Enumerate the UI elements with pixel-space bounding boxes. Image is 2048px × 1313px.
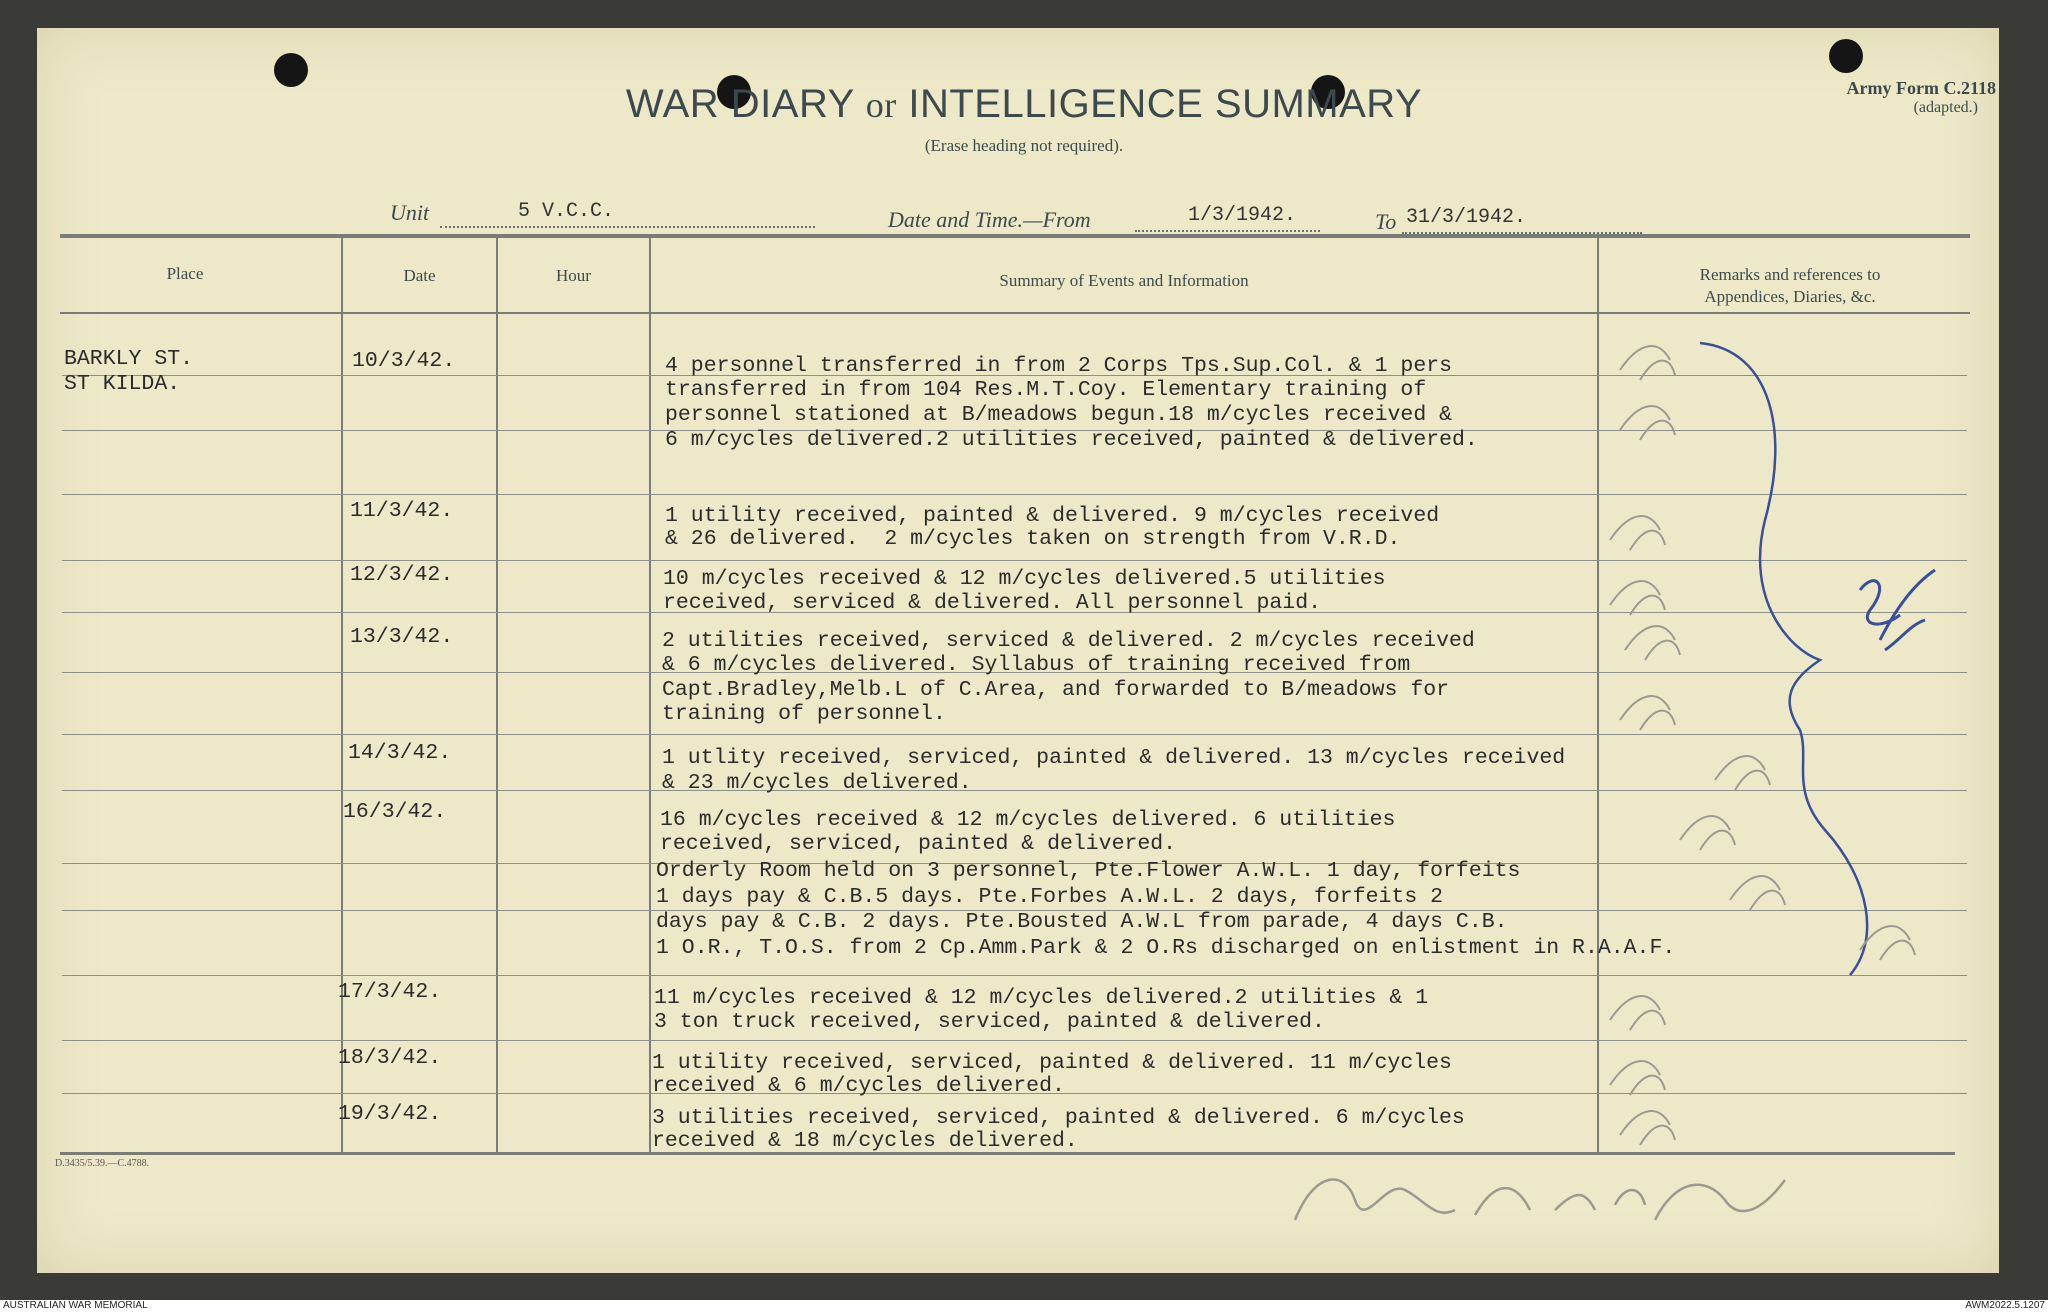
entry-date: 18/3/42.	[338, 1046, 442, 1070]
pencil-signature	[1285, 1160, 1825, 1240]
entry-date: 17/3/42.	[338, 980, 442, 1004]
header-date: Date	[403, 266, 436, 285]
form-subtitle: (Erase heading not required).	[924, 136, 1124, 155]
entry-date: 10/3/42.	[352, 349, 456, 373]
unit-value: 5 V.C.C.	[518, 200, 615, 223]
title-intelligence-summary: INTELLIGENCE SUMMARY	[908, 82, 1423, 126]
entry-date: 19/3/42.	[338, 1102, 442, 1126]
entry-line: received & 18 m/cycles delivered.	[652, 1129, 1078, 1153]
to-label: To	[1375, 209, 1397, 234]
unit-label: Unit	[390, 200, 430, 225]
header-place: Place	[166, 264, 204, 283]
header-remarks-line1: Remarks and references to	[1699, 265, 1881, 284]
entry-date: 16/3/42.	[343, 800, 447, 824]
entry-date: 13/3/42.	[350, 625, 454, 649]
entry-line: received, serviced, painted & delivered.	[660, 832, 1177, 856]
entry-date: 14/3/42.	[348, 741, 452, 765]
entry-line: & 26 delivered. 2 m/cycles taken on strength from V.R.D.	[665, 527, 1401, 551]
army-form-label: Army Form C.2118	[1846, 78, 1996, 98]
entry-line: 1 utility received, serviced, painted & delivered. 11 m/cycles	[652, 1051, 1452, 1075]
date-label: Date and Time.—From	[888, 207, 1091, 232]
title-or: or	[865, 85, 897, 125]
date-to-value: 31/3/1942.	[1406, 206, 1527, 229]
entry-line: 4 personnel transferred in from 2 Corps Tps.Sup.Col. & 1 pers	[665, 354, 1453, 378]
title-war-diary: WAR DIARY	[625, 82, 855, 126]
entry-date: 12/3/42.	[350, 563, 454, 587]
header-hour: Hour	[556, 266, 591, 285]
army-form-sub: (adapted.)	[1913, 99, 1978, 116]
entry-line: 1 utlity received, serviced, painted & delivered. 13 m/cycles received	[662, 746, 1566, 770]
header-remarks-line2: Appendices, Diaries, &c.	[1704, 287, 1876, 306]
place-line-2: ST KILDA.	[64, 372, 181, 396]
archive-caption-left: AUSTRALIAN WAR MEMORIAL	[3, 1300, 148, 1311]
entry-line: received, serviced & delivered. All personnel paid.	[663, 591, 1322, 615]
entry-line: 11 m/cycles received & 12 m/cycles delivered.2 utilities & 1	[654, 986, 1429, 1010]
archive-caption-right: AWM2022.5.1207	[1965, 1300, 2045, 1311]
entry-line: 6 m/cycles delivered.2 utilities received, painted & delivered.	[665, 428, 1478, 452]
entry-line: transferred in from 104 Res.M.T.Coy. Elementary training of	[665, 378, 1427, 402]
entry-line: Capt.Bradley,Melb.L of C.Area, and forwarded to B/meadows for	[662, 678, 1450, 702]
place-line-1: BARKLY ST.	[64, 347, 194, 371]
entry-line: received & 6 m/cycles delivered.	[652, 1074, 1065, 1098]
entry-line: Orderly Room held on 3 personnel, Pte.Flower A.W.L. 1 day, forfeits	[656, 859, 1521, 883]
header-summary: Summary of Events and Information	[999, 271, 1249, 290]
entry-line: 16 m/cycles received & 12 m/cycles delivered. 6 utilities	[660, 808, 1396, 832]
entry-date: 11/3/42.	[350, 499, 454, 523]
entry-line: training of personnel.	[662, 702, 946, 726]
form-footnote: D.3435/5.39.—C.4788.	[55, 1158, 150, 1169]
entry-line: 1 utility received, painted & delivered. 9 m/cycles received	[665, 504, 1440, 528]
date-from-value: 1/3/1942.	[1188, 204, 1297, 227]
entry-line: & 6 m/cycles delivered. Syllabus of training received from	[662, 653, 1411, 677]
entry-line: 1 O.R., T.O.S. from 2 Cp.Amm.Park & 2 O.Rs discharged on enlistment in R.A.A.F.	[656, 936, 1676, 960]
entry-line: 3 ton truck received, serviced, painted & delivered.	[654, 1010, 1325, 1034]
entry-line: 2 utilities received, serviced & delivered. 2 m/cycles received	[662, 629, 1475, 653]
entry-line: 10 m/cycles received & 12 m/cycles delivered.5 utilities	[663, 567, 1386, 591]
entry-line: 1 days pay & C.B.5 days. Pte.Forbes A.W.L. 2 days, forfeits 2	[656, 885, 1444, 909]
caption-bar	[0, 1300, 2048, 1313]
entry-line: 3 utilities received, serviced, painted & delivered. 6 m/cycles	[652, 1106, 1465, 1130]
entry-line: personnel stationed at B/meadows begun.18 m/cycles received &	[665, 403, 1453, 427]
entry-line: & 23 m/cycles delivered.	[662, 771, 972, 795]
entry-line: days pay & C.B. 2 days. Pte.Bousted A.W.L from parade, 4 days C.B.	[656, 910, 1508, 934]
